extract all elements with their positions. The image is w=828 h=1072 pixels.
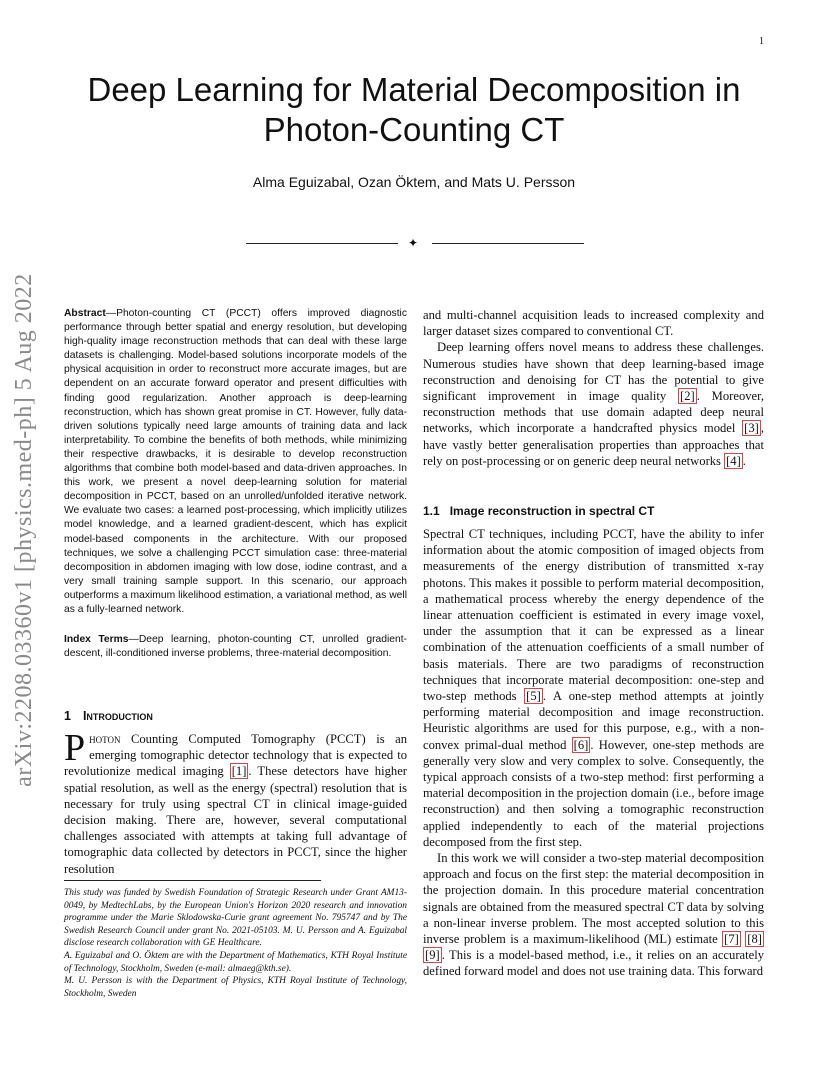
section-heading-image-reconstruction xyxy=(423,504,654,518)
section-heading-introduction xyxy=(64,709,153,723)
citation-link[interactable]: [2] xyxy=(680,389,695,404)
citation-link[interactable]: [9] xyxy=(425,948,440,963)
citation-link[interactable]: [7] xyxy=(724,932,739,947)
dl-text-4: . xyxy=(742,453,746,468)
citation-link[interactable]: [3] xyxy=(744,421,759,436)
section-number: 1 xyxy=(64,709,71,723)
deep-learning-paragraph xyxy=(423,339,764,469)
this-work-paragraph xyxy=(423,850,764,980)
dl-text-3: , have vastly better generalisation properties than approaches that rely on post-processing or on generic deep neural networks xyxy=(423,421,764,468)
dl-text-1: Deep learning offers novel means to address these challenges. Numerous studies have shown that deep learning-based image reconstruction and denoising for CT has the potential to give significant improvement in image quality xyxy=(423,340,764,404)
intro-continuation: and multi-channel acquisition leads to increased complexity and larger dataset sizes compared to conventional CT. xyxy=(423,308,764,339)
citation-link[interactable]: [1] xyxy=(231,764,247,779)
sct-text-2: . A one-step method attempts at jointly performing material decomposition and image reconstruction. Heuristic algorithms are used for this purpose, e.g., with a non-convex primal-dual method xyxy=(423,689,764,752)
intro-text-2: . These detectors have higher spatial resolution, as well as the energy (spectral) resolution that is necessary for truly using spectral CT in clinical image-guided decision making. There are, however, several computational challenges associated with attempts at taking full advantage of tomographic data collected by detectors in PCCT, since the higher resolution xyxy=(64,764,407,876)
index-terms xyxy=(64,633,407,661)
divider-line-right xyxy=(432,243,584,244)
paper-title: Deep Learning for Material Decomposition in Photon-Counting CT xyxy=(87,71,741,148)
footnote-rule xyxy=(64,880,321,881)
index-terms-label: Index Terms xyxy=(64,634,129,645)
diamond-icon: ✦ xyxy=(408,236,419,250)
tw-text-2: . This is a model-based method, i.e., it relies on an accurately defined forward model and does not use training data. This forward xyxy=(423,948,764,979)
index-terms-text: —Deep learning, photon-counting CT, unrolled gradient-descent, ill-conditioned inverse problems, three-material decomposition. xyxy=(64,634,407,660)
lead-word: hoton xyxy=(89,732,121,746)
dl-text-2: . Moreover, reconstruction methods that use domain adapted deep neural networks, which incorporate a handcrafted physics model xyxy=(423,389,764,436)
introduction-paragraph xyxy=(64,727,407,877)
sct-text-3: . However, one-step methods are generally very slow and very complex to solve. Consequently, the typical approach consists of a two-step method: first performing a material decomposition in the projection domain (i.e., before image reconstruction) and then solving a tomographic reconstruction applied independently to each of the material projections decomposed from the first step. xyxy=(423,737,764,849)
citation-link[interactable]: [4] xyxy=(726,453,741,468)
sct-text-1: Spectral CT techniques, including PCCT, have the ability to infer information about the atomic composition of imaged objects from measurements of the energy distribution of transmitted x-ray photons. This makes it possible to perform material decomposition, a mathematical process whereby the energy dependence of the linear attenuation coefficient is estimated in every image voxel, under the assumption that it can be expressed as a linear combination of the attenuation coefficients of a small number of basis materials. There are two paradigms of reconstruction techniques that incorporate material decomposition: one-step and two-step methods xyxy=(423,527,764,704)
citation-link[interactable]: [6] xyxy=(573,737,589,752)
abstract-label: Abstract xyxy=(64,308,106,319)
right-column-section-1-1 xyxy=(423,526,764,980)
title-divider xyxy=(246,237,584,249)
footnote-funding: This study was funded by Swedish Foundation of Strategic Research under Grant AM13-0049, by MedtechLabs, by the European Union's Horizon 2020 research and innovation programme under the Marie Sklodowska-Curie grant agreement No. 795747 and by The Swedish Research Council under grant No. 2021-05103. M. U. Persson and A. Eguizabal disclose research collaboration with GE Healthcare. xyxy=(64,888,407,949)
tw-text-1: In this work we will consider a two-step material decomposition approach and focus on the first step: the material decomposition in the projection domain. In this procedure material concentration signals are obtained from the measured spectral CT data by solving a non-linear inverse problem. The most accepted solution to this inverse problem is a maximum-likelihood (ML) estimate xyxy=(423,851,764,947)
subsection-number: 1.1 xyxy=(423,504,440,518)
spectral-ct-paragraph xyxy=(423,526,764,850)
section-title: Introduction xyxy=(82,709,153,723)
drop-cap: P xyxy=(64,727,86,769)
footnotes xyxy=(64,887,407,1000)
right-column-intro xyxy=(423,307,764,469)
divider-line-left xyxy=(246,243,398,244)
subsection-title: Image reconstruction in spectral CT xyxy=(449,504,655,518)
abstract xyxy=(64,307,407,617)
intro-text-1: Counting Computed Tomography (PCCT) is an emerging tomographic detector technology that is expected to revolutionize medical imaging xyxy=(64,732,407,779)
arxiv-identifier-stamp: arXiv:2208.03360v1 [physics.med-ph] 5 Aug 2022 xyxy=(11,273,37,787)
page-number: 1 xyxy=(759,36,764,47)
citation-link[interactable]: [5] xyxy=(526,689,541,704)
author-list: Alma Eguizabal, Ozan Öktem, and Mats U. Persson xyxy=(252,174,576,190)
abstract-text: —Photon-counting CT (PCCT) offers improved diagnostic performance through better spatial and energy resolution, but developing high-quality image reconstruction methods that can deal with these large datasets is challenging. Model-based solutions incorporate models of the physical acquisition in order to reconstruct more accurate images, but are dependent on an accurate forward operator and present difficulties with finding good regularization. Another approach is deep-learning reconstruction, which has shown great promise in CT. However, fully data-driven solutions typically need large amounts of training data and lack interpretability. To combine the benefits of both methods, while minimizing their respective drawbacks, it is desirable to develop reconstruction algorithms that combine both model-based and data-driven approaches. In this work, we present a novel deep-learning solution for material decomposition in PCCT, based on an unrolled/unfolded iterative network. We evaluate two cases: a learned post-processing, which implicitly utilizes model knowledge, and a learned gradient-descent, which has explicit model-based components in the architecture. With our proposed techniques, we solve a challenging PCCT simulation case: three-material decomposition in abdomen imaging with low dose, iodine contrast, and a very small training sample support. In this scenario, our approach outperforms a maximum likelihood estimation, a variational method, as well as a fully-learned network. xyxy=(64,308,407,615)
footnote-affiliation-1: A. Eguizabal and O. Öktem are with the Department of Mathematics, KTH Royal Institute of Technology, Stockholm, Sweden (e-mail: almaeg@kth.se). xyxy=(64,950,407,974)
footnote-affiliation-2: M. U. Persson is with the Department of Physics, KTH Royal Institute of Technology, Stockholm, Sweden xyxy=(64,976,407,999)
citation-link[interactable]: [8] xyxy=(747,932,762,947)
